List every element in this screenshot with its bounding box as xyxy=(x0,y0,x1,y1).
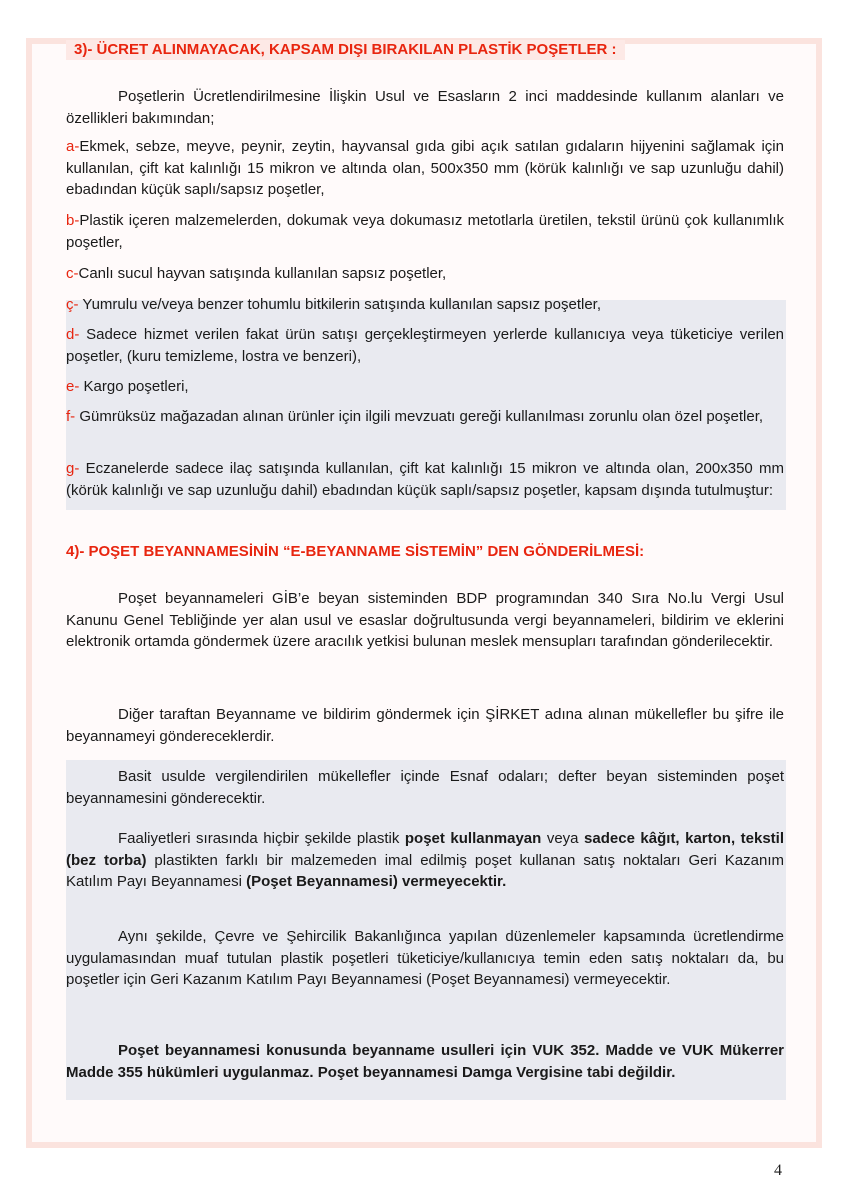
list-item-text: Eczanelerde sadece ilaç satışında kullanılan, çift kat kalınlığı 15 mikron ve altında olan, 200x350 mm (körük kalınlığı ve sap uzunluğu dahil) ebadından küçük saplı/sapsız poşetler, kapsam dışında tutulmuştur: xyxy=(66,460,784,499)
list-item-a xyxy=(66,136,784,201)
list-marker: ç- xyxy=(66,296,79,313)
list-item-text: Gümrüksüz mağazadan alınan ürünler için ilgili mevzuatı gereği kullanılması zorunlu olan özel poşetler, xyxy=(75,408,764,425)
paragraph-submission: Poşet beyannameleri GİB’e beyan sisteminden BDP programından 340 Sıra No.lu Vergi Usul Kanunu Genel Tebliğinde yer alan usul ve esaslar doğrultusunda vergi beyannameleri, bildirim ve eklerini elektronik ortamda göndermek üzere aracılık yetkisi bulunan meslek mensupları tarafından gönderilecektir. xyxy=(66,590,784,650)
text-run: Faaliyetleri sırasında hiçbir şekilde plastik xyxy=(118,830,405,847)
list-marker: g- xyxy=(66,460,80,477)
paragraph-simple-method: Basit usulde vergilendirilen mükellefler içinde Esnaf odaları; defter beyan sisteminden poşet beyannamesini gönderecektir. xyxy=(66,768,784,807)
intro-paragraph: Poşetlerin Ücretlendirilmesine İlişkin Usul ve Esasların 2 inci maddesinde kullanım alanları ve özellikleri bakımından; xyxy=(66,88,784,127)
list-marker: f- xyxy=(66,408,76,425)
list-item-text: Canlı sucul hayvan satışında kullanılan sapsız poşetler, xyxy=(78,265,447,282)
list-item-c xyxy=(66,263,784,285)
list-marker: d- xyxy=(66,326,80,343)
page-number: 4 xyxy=(774,1162,782,1179)
section-heading-3: 3)- ÜCRET ALINMAYACAK, KAPSAM DIŞI BIRAKILAN PLASTİK POŞETLER : xyxy=(66,40,625,60)
text-run: plastikten farklı bir malzemeden imal edilmiş poşet kullanan satış noktaları Geri Kazanım Katılım Payı Beyannamesi xyxy=(66,851,784,890)
list-item-text: Ekmek, sebze, meyve, peynir, zeytin, hayvansal gıda gibi açık satılan gıdaların hijyenini sağlamak için kullanılan, çift kat kalınlığı 15 mikron ve altında olan, 500x350 mm (körük kalınlığı ve sap uzunluğu dahil) ebadından küçük saplı/sapsız poşetler, xyxy=(66,138,784,198)
list-item-d xyxy=(66,324,784,367)
list-item-b xyxy=(66,210,784,253)
bold-run: Poşet beyannamesi Damga Vergisine tabi değildir. xyxy=(313,1063,676,1081)
section-heading-4: 4)- POŞET BEYANNAMESİNİN “E-BEYANNAME SİSTEMİN” DEN GÖNDERİLMESİ: xyxy=(66,543,645,560)
list-item-text: Kargo poşetleri, xyxy=(79,378,189,395)
bold-run: poşet kullanmayan xyxy=(404,830,542,847)
list-marker: b- xyxy=(66,212,80,229)
list-marker: e- xyxy=(66,378,80,395)
paragraph-no-plastic xyxy=(66,828,784,893)
list-marker: c- xyxy=(66,265,79,282)
list-item-f xyxy=(66,406,784,428)
text-run: veya xyxy=(541,830,585,847)
list-item-cc xyxy=(66,294,784,316)
list-marker: a- xyxy=(66,138,80,155)
bold-run: (Poşet Beyannamesi) vermeyecektir. xyxy=(246,873,507,890)
list-item-text: Yumrulu ve/veya benzer tohumlu bitkilerin satışında kullanılan sapsız poşetler, xyxy=(78,296,602,313)
paragraph-vuk xyxy=(66,1040,784,1083)
bold-run: Poşet beyannamesi konusunda beyanname usulleri için VUK 352. Madde ve VUK Mükerrer Madde 355 hükümleri uygulanmaz. xyxy=(66,1042,784,1081)
list-item-text: Plastik içeren malzemelerden, dokumak veya dokumasız metotlarla üretilen, tekstil ürünü çok kullanımlık poşetler, xyxy=(66,212,784,251)
paragraph-exempt: Aynı şekilde, Çevre ve Şehircilik Bakanlığınca yapılan düzenlemeler kapsamında ücretlendirme uygulamasından muaf tutulan plastik poşetleri tüketiciye/kullanıcıya temin eden satış noktaları da, bu poşetler için Geri Kazanım Katılım Payı Beyannamesi (Poşet Beyannamesi) vermeyecektir. xyxy=(66,928,784,988)
list-item-text: Sadece hizmet verilen fakat ürün satışı gerçekleştirmeyen yerlerde kullanıcıya veya tüketiciye verilen poşetler, (kuru temizleme, lostra ve benzeri), xyxy=(66,326,784,365)
list-item-e xyxy=(66,376,784,398)
paragraph-company: Diğer taraftan Beyanname ve bildirim göndermek için ŞİRKET adına alınan mükellefler bu şifre ile beyannameyi göndereceklerdir. xyxy=(66,706,784,745)
bold-run: sadece kâğıt, karton, tekstil (bez torba) xyxy=(66,830,785,869)
list-item-g xyxy=(66,458,784,501)
